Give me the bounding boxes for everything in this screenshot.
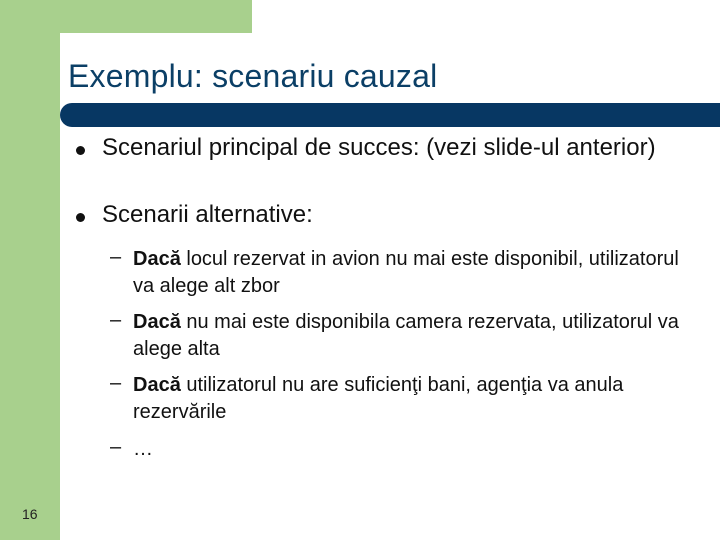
top-accent-band bbox=[0, 0, 252, 33]
sub-bullet-text: nu mai este disponibila camera rezervata, utilizatorul va alege alta bbox=[133, 311, 679, 360]
dash-icon: – bbox=[110, 309, 122, 331]
sub-bullet-item bbox=[133, 246, 693, 300]
bullet-item: Scenarii alternative: bbox=[102, 201, 313, 228]
bullet-dot-icon bbox=[76, 146, 85, 155]
bullet-item: Scenariul principal de succes: (vezi slide-ul anterior) bbox=[102, 134, 656, 161]
left-accent-band bbox=[0, 0, 60, 540]
slide-title: Exemplu: scenariu cauzal bbox=[68, 58, 438, 94]
sub-bullet-text: locul rezervat in avion nu mai este disponibil, utilizatorul va alege alt zbor bbox=[133, 248, 679, 297]
bullet-dot-icon bbox=[76, 213, 85, 222]
sub-bullet-item bbox=[133, 372, 693, 426]
sub-bullet-lead: Dacă bbox=[133, 311, 181, 333]
slide-number: 16 bbox=[22, 506, 38, 522]
title-underline-bar bbox=[60, 103, 720, 127]
sub-bullet-lead: Dacă bbox=[133, 248, 181, 270]
dash-icon: – bbox=[110, 246, 122, 268]
dash-icon: – bbox=[110, 372, 122, 394]
sub-bullet-lead: Dacă bbox=[133, 374, 181, 396]
sub-bullet-text: utilizatorul nu are suficienţi bani, agenţia va anula rezervările bbox=[133, 374, 624, 423]
sub-bullet-item bbox=[133, 436, 693, 463]
sub-bullet-text: … bbox=[133, 438, 153, 460]
sub-bullet-item bbox=[133, 309, 693, 363]
dash-icon: – bbox=[110, 436, 122, 458]
